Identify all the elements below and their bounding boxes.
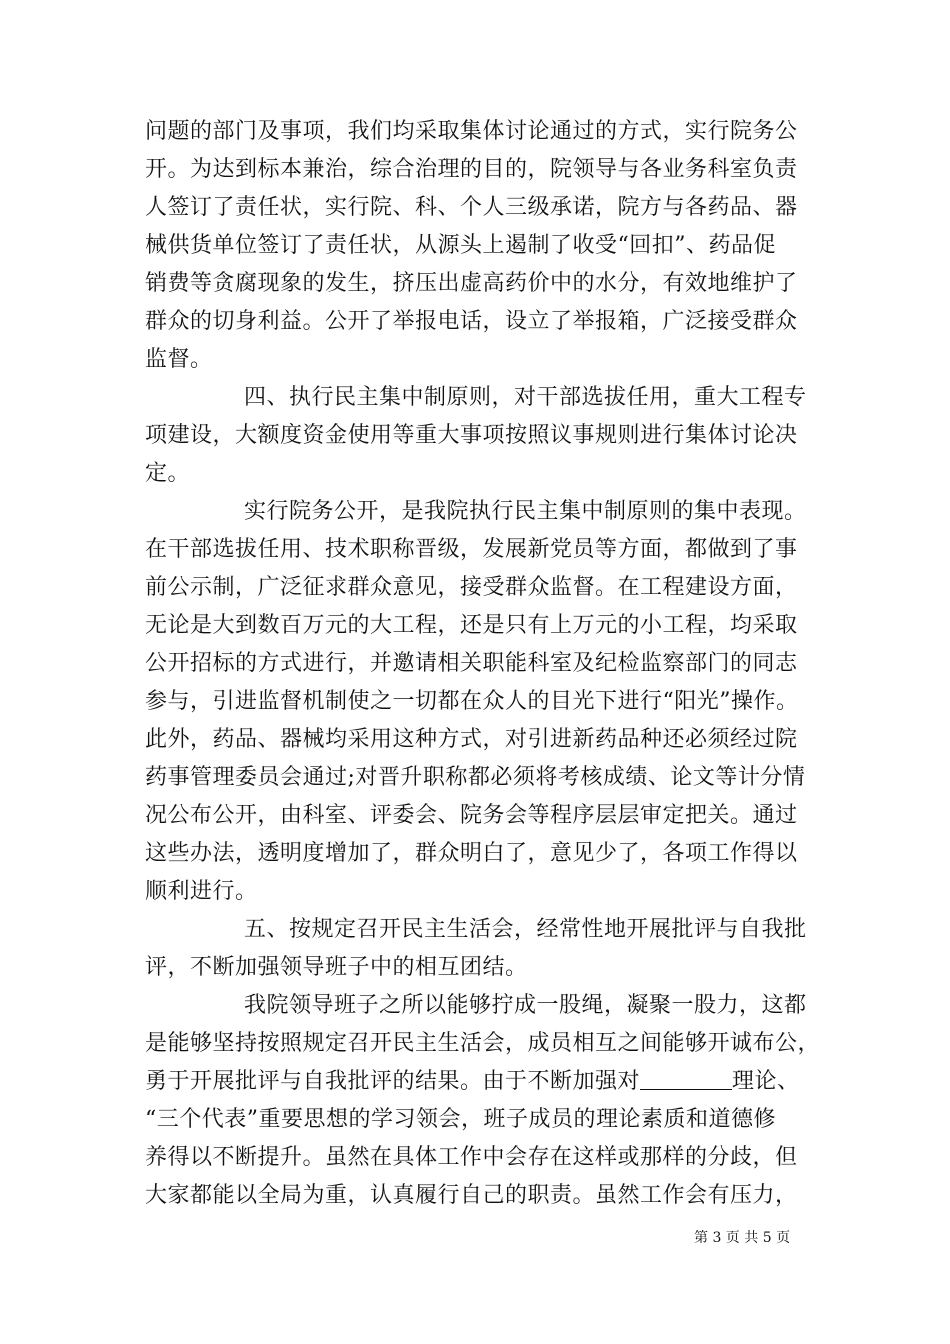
text-line: 是能够坚持按照规定召开民主生活会，成员相互之间能够开诚布公， (145, 1031, 821, 1056)
text-line: 大家都能以全局为重，认真履行自己的职责。虽然工作会有压力， (145, 1183, 798, 1208)
text-line: 问题的部门及事项，我们均采取集体讨论通过的方式，实行院务公 (145, 119, 798, 144)
text-line: 参与，引进监督机制使之一切都在众人的目光下进行“阳光”操作。 (145, 689, 799, 714)
text-line: “三个代表”重要思想的学习领会，班子成员的理论素质和道德修 (145, 1107, 776, 1132)
fill-in-blank (640, 1069, 732, 1090)
text-line: 群众的切身利益。公开了举报电话，设立了举报箱，广泛接受群众 (145, 309, 798, 334)
section-heading-4: 四、执行民主集中制原则，对干部选拔任用，重大工程专 (244, 385, 807, 410)
text-line: 顺利进行。 (145, 879, 258, 904)
text-line: 无论是大到数百万元的大工程，还是只有上万元的小工程，均采取 (145, 613, 798, 638)
text-line: 公开招标的方式进行，并邀请相关职能科室及纪检监察部门的同志 (145, 651, 798, 676)
text-line: 前公示制，广泛征求群众意见，接受群众监督。在工程建设方面， (145, 575, 798, 600)
text-line: 监督。 (145, 347, 213, 372)
text-line: 药事管理委员会通过;对晋升职称都必须将考核成绩、论文等计分情 (145, 765, 806, 790)
paragraph-start: 我院领导班子之所以能够拧成一股绳，凝聚一股力，这都 (244, 993, 807, 1018)
text-segment: 理论、 (732, 1069, 800, 1094)
paragraph-start: 实行院务公开，是我院执行民主集中制原则的集中表现。 (244, 499, 807, 524)
page-number: 第 3 页 共 5 页 (694, 1230, 791, 1246)
text-line: 械供货单位签订了责任状，从源头上遏制了收受“回扣”、药品促 (145, 233, 776, 258)
text-line-with-blank (145, 1067, 800, 1097)
text-line: 况公布公开，由科室、评委会、院务会等程序层层审定把关。通过 (145, 803, 798, 828)
text-line: 评，不断加强领导班子中的相互团结。 (145, 955, 528, 980)
text-segment: 勇于开展批评与自我批评的结果。由于不断加强对 (145, 1069, 641, 1094)
text-line: 开。为达到标本兼治，综合治理的目的，院领导与各业务科室负责 (145, 157, 798, 182)
section-heading-5: 五、按规定召开民主生活会，经常性地开展批评与自我批 (244, 917, 807, 942)
text-line: 人签订了责任状，实行院、科、个人三级承诺，院方与各药品、器 (145, 195, 798, 220)
text-line: 销费等贪腐现象的发生，挤压出虚高药价中的水分，有效地维护了 (145, 271, 798, 296)
text-line: 养得以不断提升。虽然在具体工作中会存在这样或那样的分歧，但 (145, 1145, 798, 1170)
text-line: 这些办法，透明度增加了，群众明白了，意见少了，各项工作得以 (145, 841, 798, 866)
text-line: 定。 (145, 461, 191, 486)
text-line: 项建设，大额度资金使用等重大事项按照议事规则进行集体讨论决 (145, 423, 798, 448)
text-line: 此外，药品、器械均采用这种方式，对引进新药品种还必须经过院 (145, 727, 798, 752)
text-line: 在干部选拔任用、技术职称晋级，发展新党员等方面，都做到了事 (145, 537, 798, 562)
